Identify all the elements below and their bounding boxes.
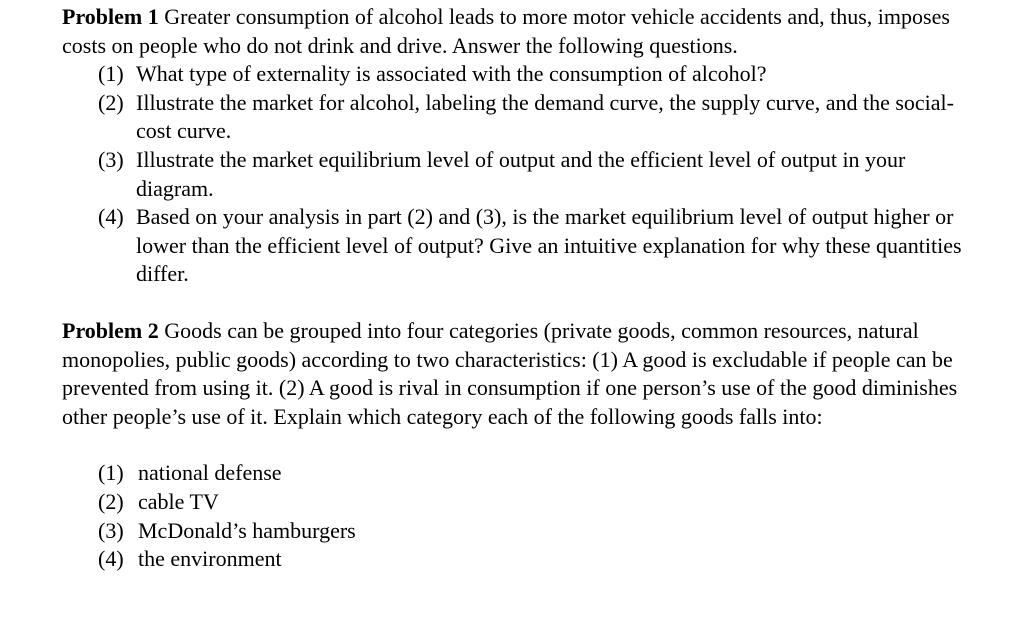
list-item — [62, 89, 982, 146]
document-page — [62, 3, 982, 574]
item-text: Illustrate the market equilibrium level of output and the efficient level of output in your diagram. — [136, 146, 906, 201]
list-item — [62, 203, 982, 289]
item-number: (4) — [98, 546, 124, 572]
item-text: the environment — [138, 546, 282, 572]
problem-2-intro — [62, 317, 982, 431]
item-text: cable TV — [138, 488, 219, 514]
problem-2-intro-text: Goods can be grouped into four categories (private goods, common resources, natural monopolies, public goods) according to two characteristics: (1) A good is excludable if people can be prevented from using it. (2) A good is rival in consumption if one person’s use of the good diminishes other people’s use of it. Explain which category each of the following goods falls into: — [62, 317, 958, 429]
item-number: (4) — [98, 204, 124, 230]
item-number: (1) — [98, 61, 124, 87]
problem-2-goods-list — [62, 459, 982, 573]
item-number: (2) — [98, 488, 124, 514]
item-number: (2) — [98, 89, 124, 115]
problem-1 — [62, 3, 982, 289]
item-number: (3) — [98, 517, 124, 543]
list-item — [62, 146, 982, 203]
item-text: Based on your analysis in part (2) and (3), is the market equilibrium level of output higher or lower than the efficient level of output? Give an intuitive explanation for why these quantities differ. — [136, 204, 962, 287]
item-number: (1) — [98, 460, 124, 486]
item-text: What type of externality is associated with the consumption of alcohol? — [136, 61, 767, 87]
problem-1-intro-text: Greater consumption of alcohol leads to more motor vehicle accidents and, thus, imposes costs on people who do not drink and drive. Answer the following questions. — [62, 4, 950, 58]
list-item — [62, 517, 982, 546]
list-item — [62, 488, 982, 517]
list-item — [62, 459, 982, 488]
item-number: (3) — [98, 146, 124, 172]
item-text: Illustrate the market for alcohol, labeling the demand curve, the supply curve, and the social-cost curve. — [136, 89, 954, 144]
list-item — [62, 545, 982, 574]
list-item — [62, 60, 982, 89]
item-text: national defense — [138, 460, 282, 486]
problem-1-label: Problem 1 — [62, 4, 159, 29]
problem-2-label: Problem 2 — [62, 317, 159, 343]
problem-1-intro — [62, 3, 982, 60]
item-text: McDonald’s hamburgers — [138, 517, 356, 543]
problem-2 — [62, 317, 982, 574]
problem-1-question-list — [62, 60, 982, 289]
